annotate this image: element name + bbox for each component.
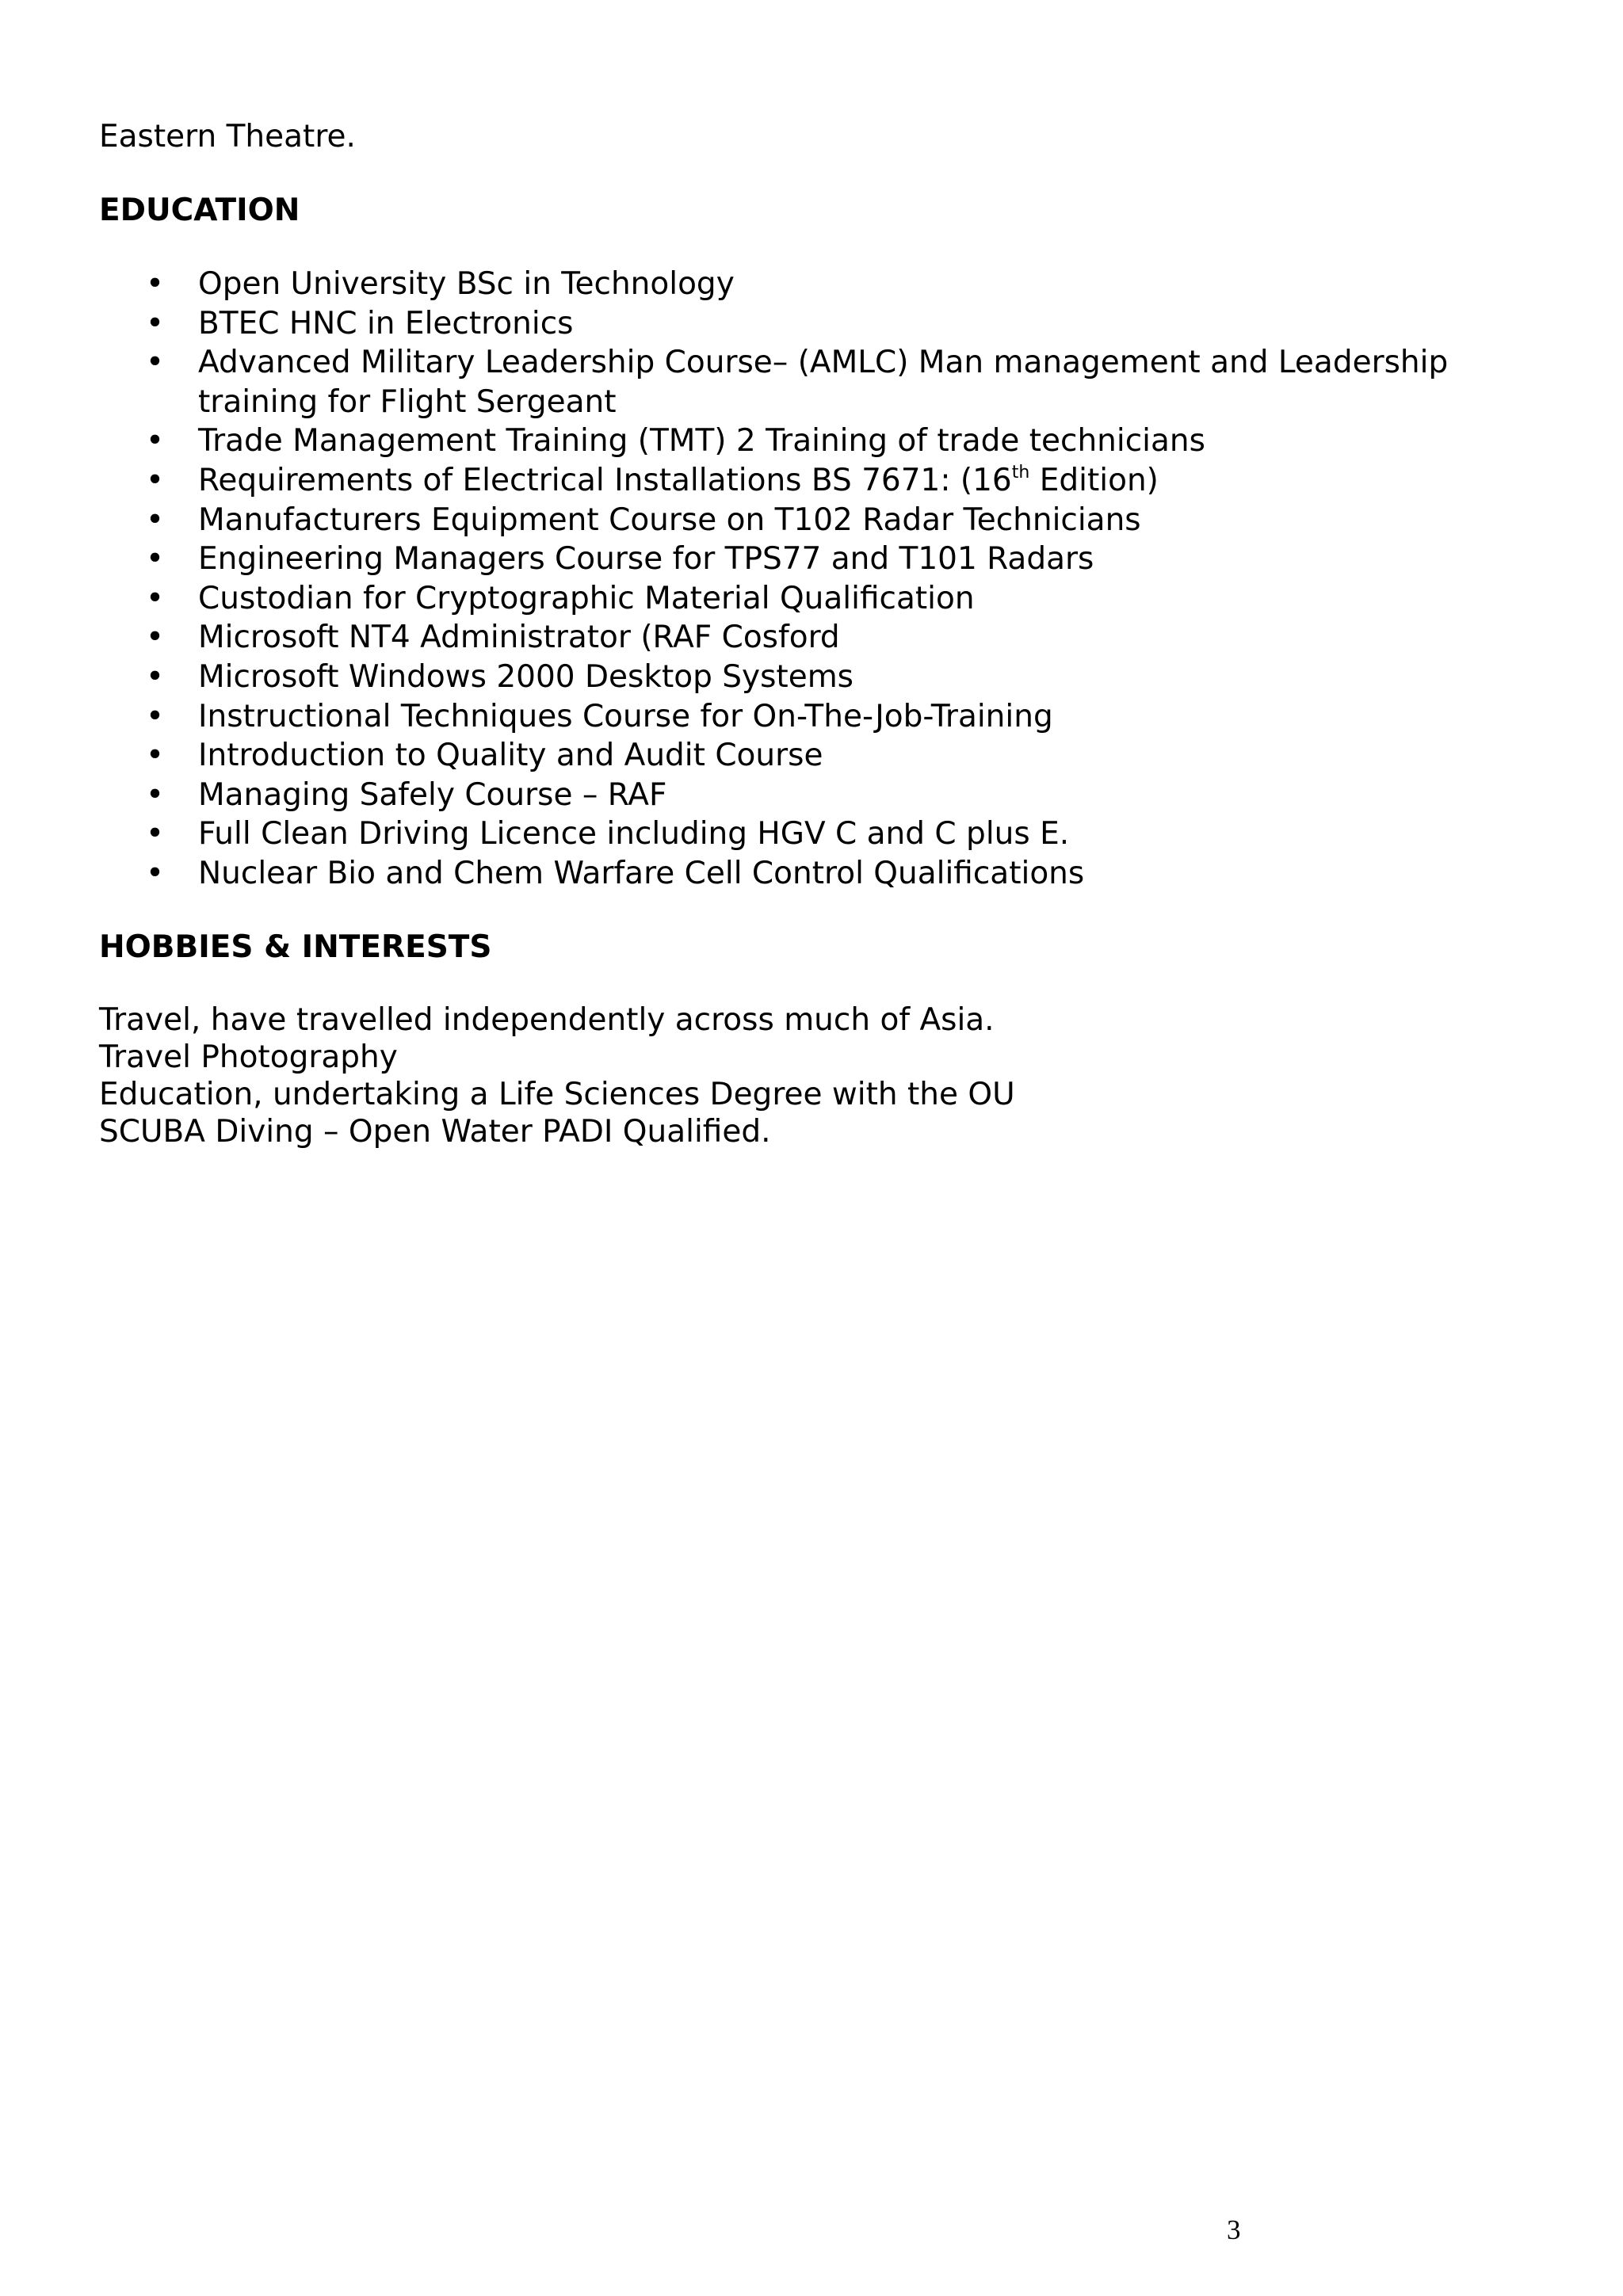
education-item bbox=[0, 658, 1623, 697]
education-item bbox=[0, 854, 1623, 894]
hobby-line: Education, undertaking a Life Sciences Degree with the OU bbox=[99, 1077, 1015, 1112]
hobbies-list bbox=[99, 1001, 1015, 1150]
education-item-text: Manufacturers Equipment Course on T102 Radar Technicians bbox=[198, 502, 1141, 538]
education-item-text: Managing Safely Course – RAF bbox=[198, 776, 667, 813]
education-item bbox=[0, 736, 1623, 776]
education-item bbox=[0, 461, 1623, 501]
education-item-text: BTEC HNC in Electronics bbox=[198, 305, 574, 341]
education-item bbox=[0, 540, 1623, 579]
hobby-line: Travel Photography bbox=[99, 1039, 398, 1075]
education-item-text: Instructional Techniques Course for On-The-Job-Training bbox=[198, 698, 1053, 734]
education-item bbox=[0, 501, 1623, 540]
education-item bbox=[0, 421, 1623, 461]
bullet-icon: • bbox=[146, 580, 165, 616]
hobby-line: Travel, have travelled independently across much of Asia. bbox=[99, 1002, 995, 1038]
education-item-text: Microsoft Windows 2000 Desktop Systems bbox=[198, 658, 854, 695]
bullet-icon: • bbox=[146, 738, 165, 774]
page-number: 3 bbox=[1227, 2214, 1241, 2245]
bullet-icon: • bbox=[146, 698, 165, 734]
education-item-text: Full Clean Driving Licence including HGV C and C plus E. bbox=[198, 816, 1070, 852]
bullet-icon: • bbox=[146, 266, 165, 302]
education-item-text: Trade Management Training (TMT) 2 Training of trade technicians bbox=[198, 423, 1205, 460]
bullet-icon: • bbox=[146, 620, 165, 656]
education-item-text: Nuclear Bio and Chem Warfare Cell Control Qualifications bbox=[198, 855, 1085, 891]
bullet-icon: • bbox=[146, 502, 165, 538]
education-item bbox=[0, 304, 1623, 344]
education-item-text: Requirements of Electrical Installations BS 7671: (16 bbox=[198, 462, 1012, 498]
education-item bbox=[0, 265, 1623, 304]
education-item bbox=[0, 343, 1623, 421]
education-item-text: Custodian for Cryptographic Material Qualification bbox=[198, 580, 975, 616]
bullet-icon: • bbox=[146, 658, 165, 695]
education-item-text-end: Edition) bbox=[1029, 462, 1159, 498]
bullet-icon: • bbox=[146, 816, 165, 852]
education-item-text: Microsoft NT4 Administrator (RAF Cosford bbox=[198, 620, 840, 656]
hobbies-heading: HOBBIES & INTERESTS bbox=[99, 929, 492, 965]
bullet-icon: • bbox=[146, 305, 165, 341]
education-item-text: Engineering Managers Course for TPS77 and T101 Radars bbox=[198, 541, 1094, 578]
education-item bbox=[0, 579, 1623, 619]
bullet-icon: • bbox=[146, 462, 165, 498]
education-item bbox=[0, 814, 1623, 854]
education-item bbox=[0, 776, 1623, 815]
bullet-icon: • bbox=[146, 345, 165, 381]
education-heading: EDUCATION bbox=[99, 193, 300, 228]
bullet-icon: • bbox=[146, 423, 165, 460]
education-list bbox=[0, 265, 1623, 894]
bullet-icon: • bbox=[146, 541, 165, 578]
education-item-text: Introduction to Quality and Audit Course bbox=[198, 738, 823, 774]
education-item bbox=[0, 697, 1623, 737]
bullet-icon: • bbox=[146, 855, 165, 891]
bullet-icon: • bbox=[146, 776, 165, 813]
education-item-text: Open University BSc in Technology bbox=[198, 266, 735, 302]
hobby-line: SCUBA Diving – Open Water PADI Qualified. bbox=[99, 1114, 771, 1150]
education-item bbox=[0, 618, 1623, 658]
intro-text: Eastern Theatre. bbox=[99, 119, 356, 154]
education-item-text-continued: training for Flight Sergeant bbox=[198, 383, 617, 420]
education-item-text: Advanced Military Leadership Course– (AMLC) Man management and Leadership bbox=[198, 345, 1449, 381]
superscript-text: th bbox=[1011, 462, 1030, 482]
